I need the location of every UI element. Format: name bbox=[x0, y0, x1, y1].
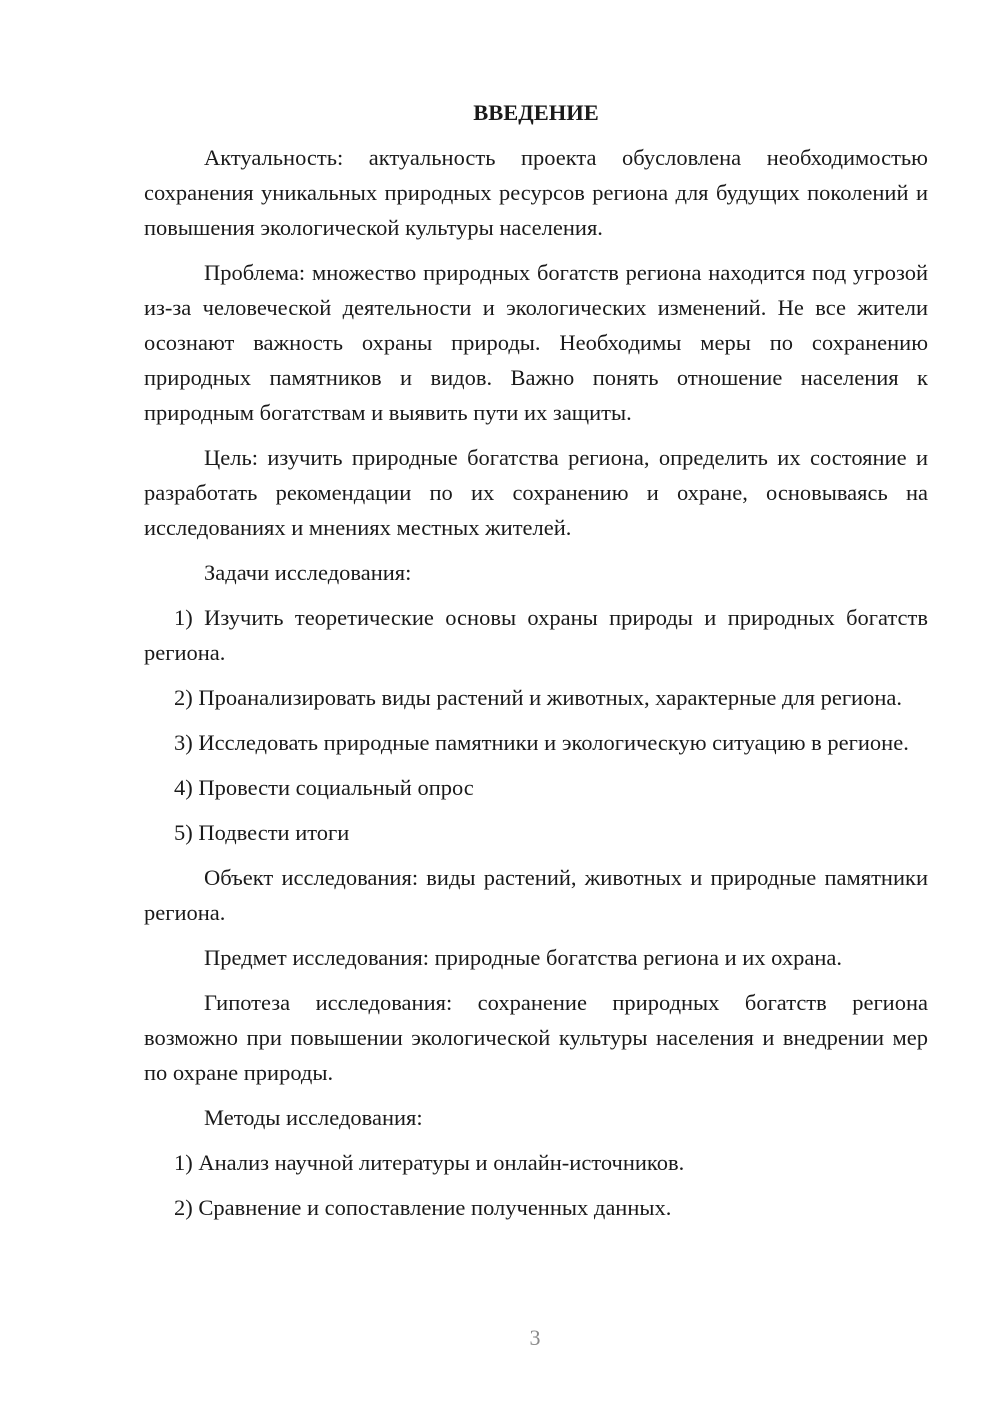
paragraph-tasks-heading: Задачи исследования: bbox=[204, 560, 412, 585]
paragraph-relevance: Актуальность: актуальность проекта обусловлена необходимостью сохранения уникальных природных ресурсов региона для будущих поколений и повышения экологической культуры населения. bbox=[144, 145, 928, 240]
list-item-task-5: 5) Подвести итоги bbox=[174, 820, 350, 845]
document-body bbox=[144, 95, 928, 1235]
paragraph-problem: Проблема: множество природных богатств региона находится под угрозой из-за человеческой деятельности и экологических изменений. Не все жители осознают важность охраны природы. Необходимы меры по сохранению природных памятников и видов. Важно понять отношение населения к природным богатствам и выявить пути их защиты. bbox=[144, 260, 928, 425]
list-item-task-1: 1) Изучить теоретические основы охраны природы и природных богатств региона. bbox=[144, 605, 928, 665]
paragraph-methods-heading: Методы исследования: bbox=[204, 1105, 423, 1130]
section-title: ВВЕДЕНИЕ bbox=[473, 100, 599, 125]
paragraph-object: Объект исследования: виды растений, животных и природные памятники региона. bbox=[144, 865, 928, 925]
list-item-method-2: 2) Сравнение и сопоставление полученных данных. bbox=[174, 1195, 672, 1220]
list-item-task-4: 4) Провести социальный опрос bbox=[174, 775, 474, 800]
list-item-task-3: 3) Исследовать природные памятники и экологическую ситуацию в регионе. bbox=[174, 730, 909, 755]
paragraph-hypothesis: Гипотеза исследования: сохранение природных богатств региона возможно при повышении экологической культуры населения и внедрении мер по охране природы. bbox=[144, 990, 928, 1085]
list-item-task-2: 2) Проанализировать виды растений и животных, характерные для региона. bbox=[174, 685, 902, 710]
paragraph-goal: Цель: изучить природные богатства региона, определить их состояние и разработать рекомендации по их сохранению и охране, основываясь на исследованиях и мнениях местных жителей. bbox=[144, 445, 928, 540]
paragraph-subject: Предмет исследования: природные богатства региона и их охрана. bbox=[204, 945, 842, 970]
page-number: 3 bbox=[529, 1325, 541, 1350]
list-item-method-1: 1) Анализ научной литературы и онлайн-источников. bbox=[174, 1150, 685, 1175]
